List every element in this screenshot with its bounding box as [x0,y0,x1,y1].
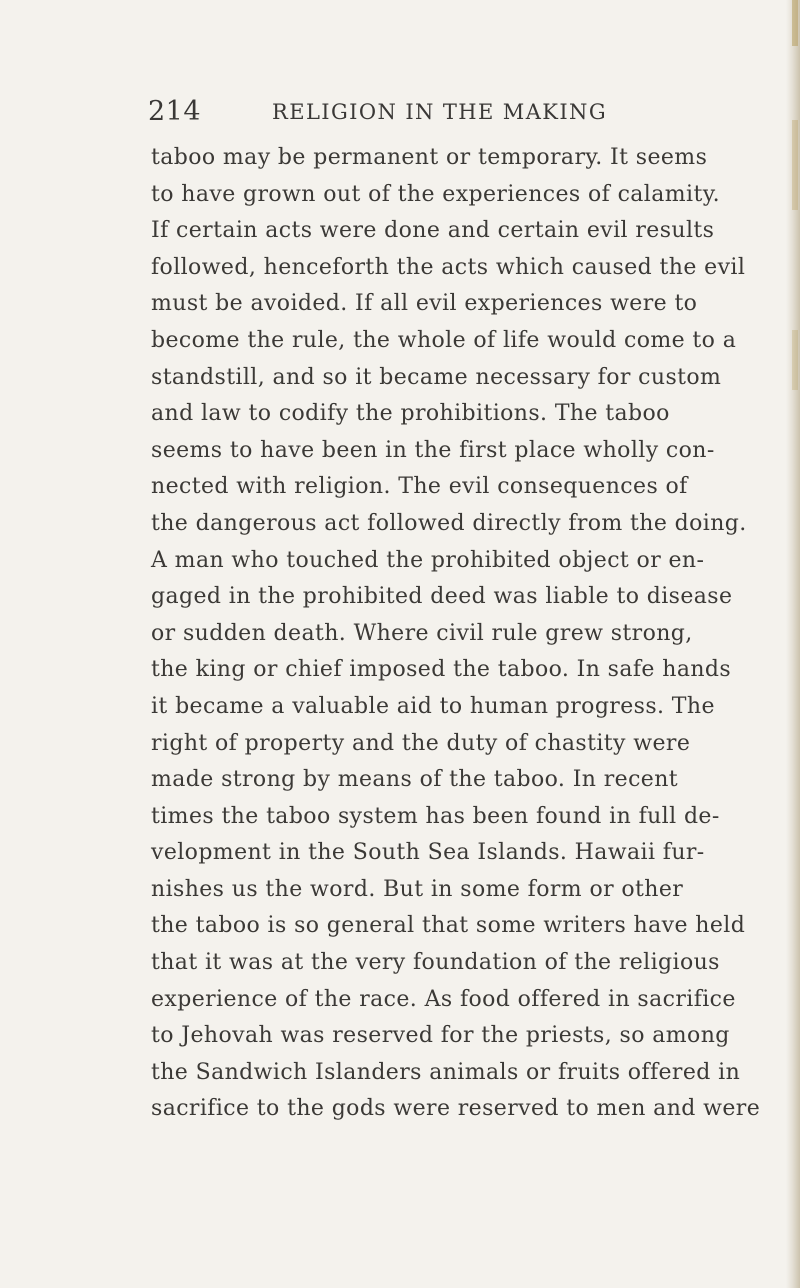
text-line: sacrifice to the gods were reserved to men and were [151,1096,761,1122]
text-line: become the rule, the whole of life would come to a [151,327,737,353]
text-line: times the taboo system has been found in full de- [151,803,720,829]
page-edge-stain [792,330,798,390]
text-line: A man who touched the prohibited object or en- [151,547,705,573]
text-line: experience of the race. As food offered in sacrifice [151,986,736,1012]
page-edge-stain [792,0,798,46]
text-line: nected with religion. The evil consequences of [151,474,688,500]
text-line: the taboo is so general that some writers have held [151,913,746,939]
text-line: seems to have been in the first place wholly con- [151,437,715,463]
text-line: that it was at the very foundation of the religious [151,950,720,976]
text-line: the king or chief imposed the taboo. In safe hands [151,657,732,683]
text-line: must be avoided. If all evil experiences were to [151,291,698,317]
text-line: made strong by means of the taboo. In recent [151,767,679,793]
running-head: RELIGION IN THE MAKING [272,100,607,124]
text-line: If certain acts were done and certain evil results [151,218,715,244]
text-line: to Jehovah was reserved for the priests, so among [151,1023,730,1049]
page-edge-stain [792,120,798,210]
text-line: to have grown out of the experiences of calamity. [151,181,720,207]
text-line: followed, henceforth the acts which caused the evil [151,254,746,280]
text-line: the dangerous act followed directly from the doing. [151,510,747,536]
text-line: taboo may be permanent or temporary. It seems [151,145,708,170]
page-header [148,96,728,132]
text-line: it became a valuable aid to human progress. The [151,693,715,719]
text-line: and law to codify the prohibitions. The taboo [151,401,670,427]
text-line: velopment in the South Sea Islands. Hawaii fur- [151,840,705,866]
text-line: nishes us the word. But in some form or other [151,876,684,902]
text-line: right of property and the duty of chastity were [151,730,691,756]
page-number: 214 [148,96,202,127]
text-line: the Sandwich Islanders animals or fruits offered in [151,1059,741,1085]
body-text [151,140,761,1128]
text-line: or sudden death. Where civil rule grew strong, [151,620,693,646]
text-line: gaged in the prohibited deed was liable to disease [151,584,733,610]
text-line: standstill, and so it became necessary for custom [151,364,722,390]
